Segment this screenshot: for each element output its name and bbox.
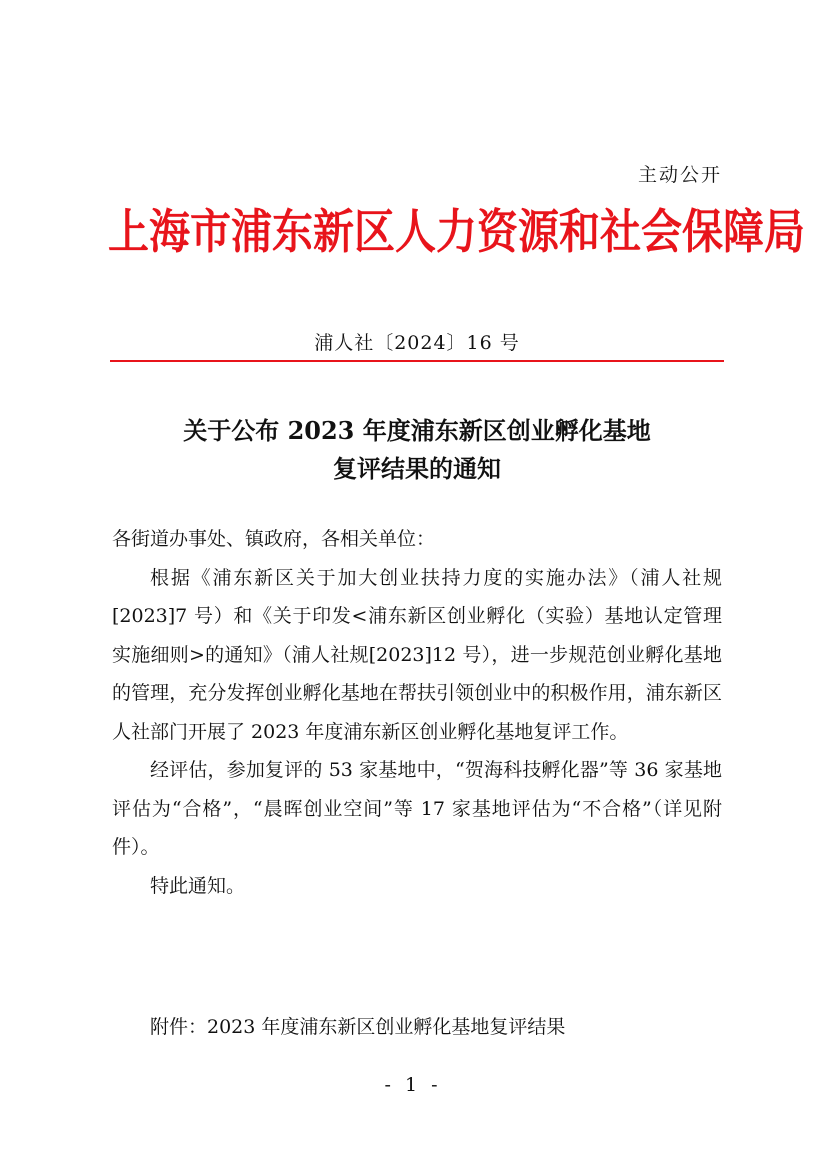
red-divider-line bbox=[110, 360, 724, 362]
title-line-1: 关于公布 2023 年度浦东新区创业孵化基地 bbox=[183, 416, 651, 445]
document-title bbox=[112, 412, 722, 488]
document-number: 浦人社〔2024〕16 号 bbox=[314, 332, 520, 354]
paragraph-results: 经评估，参加复评的 53 家基地中，“贺海科技孵化器”等 36 家基地评估为“合格”，“晨晖创业空间”等 17 家基地评估为“不合格”（详见附件）。 bbox=[112, 759, 722, 858]
title-line-2: 复评结果的通知 bbox=[333, 454, 501, 483]
page-number: - 1 - bbox=[384, 1074, 442, 1096]
paragraph-basis: 根据《浦东新区关于加大创业扶持力度的实施办法》（浦人社规[2023]7 号）和《关于印发<浦东新区创业孵化（实验）基地认定管理实施细则>的通知》（浦人社规[2023]12 号），进一步规范创业孵化基地的管理，充分发挥创业孵化基地在帮扶引领创业中的积极作用，浦东新区人社部门开展了 2023 年度浦东新区创业孵化基地复评工作。 bbox=[112, 566, 722, 743]
paragraph-closing: 特此通知。 bbox=[150, 874, 246, 897]
disclosure-label: 主动公开 bbox=[637, 164, 722, 186]
document-body bbox=[112, 520, 722, 905]
attachment-note: 附件：2023 年度浦东新区创业孵化基地复评结果 bbox=[150, 1016, 566, 1038]
agency-letterhead: 上海市浦东新区人力资源和社会保障局 bbox=[108, 204, 805, 260]
salutation: 各街道办事处、镇政府，各相关单位： bbox=[112, 528, 436, 550]
